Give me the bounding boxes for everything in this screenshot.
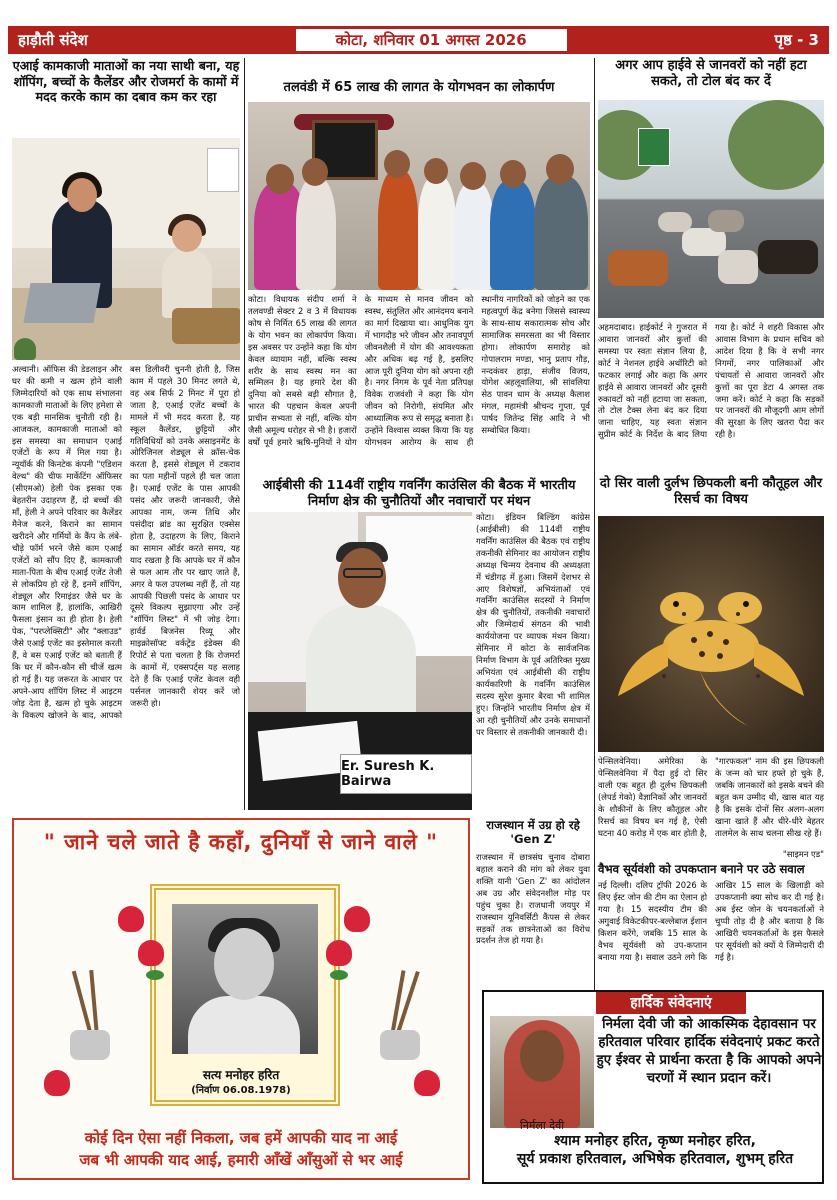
condolence-photo-caption: निर्मला देवी xyxy=(519,1119,565,1132)
ibc-story-photo xyxy=(248,512,472,810)
yoga-story-photo xyxy=(248,102,590,290)
gecko-story-body: पेन्सिलवेनिया। अमेरिका के पेन्सिलवेनिया में पैदा हुई दो सिर वाली एक बहुत ही दुर्लभ छिपकली (लेपर्ड गेको) वैज्ञानिकों और जानवरों के शौकीनों के लिए कौतूहल और रिसर्च का विषय बन गई है, ऐसी घटना 40 करोड़ में एक बार होती है, "गारफकल" नाम की इस छिपकली के जन्म को चार हफ्ते हो चुके हैं, जबकि जानकारों को इसके बचने की बहुत कम उम्मीद थी, खास बात यह है कि इसके दोनों सिर अलग-अलग खाना खाते हैं और धीरे-धीरे बेहतर तालमेल के साथ चलना सीख रहे हैं। xyxy=(598,756,824,838)
column-rule xyxy=(244,58,245,810)
tribute-footer xyxy=(14,1128,468,1172)
rose-icon xyxy=(344,906,370,932)
cricket-story-headline: वैभव सूर्यवंशी को उपकप्तान बनाने पर उठे सवाल xyxy=(598,862,805,876)
ai-story-body: अल्वानी। ऑफिस की डेडलाइन और घर की कमी न खत्म होने वाली जिम्मेदारियों को एक साथ संभालना कामकाजी माताओं के लिए हमेशा से एक बड़ी मानसिक चुनौती रही है। आजकल, कामकाजी माताओं को इस समस्या का समाधान एआई एजेंटों के रूप में मिल गया है। न्यूयॉर्क की किनटेक कंपनी "एडिशन वेल्थ" की चीफ मार्केटिंग ऑफिसर (सीएमओ) हेली पेक इसका एक बेहतरीन उदाहरण हैं, दो बच्चों की माँ, हेली ने अपने परिवार का कैलेंडर मैनेज करने, किराने का सामान खरीदने और गर्मियों के कैंप के लंबे-चौड़े फॉर्म भरने जैसे काम एआई एजेंटों को सौंप दिए हैं, कामकाजी माता-पिता के बीच एआई एजेंट तेजी से लोकप्रिय हो रहे हैं, इनमें शॉपिंग, शेड्यूल और रिमाइंडर जैसे घर के काम शामिल हैं, हालांकि, आखिरी फैसला इंसान का ही होता है। हेली पेक, "परप्लेक्सिटी" और "क्लाउड" जैसे एआई एजेंट का इस्तेमाल करती हैं, वे बस एआई एजेंट को बताती हैं कि घर में कौन-कौन सी चीजें खत्म हो गई हैं। यह जरूरत के आधार पर अपने-आप शॉपिंग लिस्ट में आइटम जोड़ देता है, खत्म हो चुके आइटम के विकल्प खोजने के बाद, आपको बस डिलीवरी चुननी होती है, जिस काम में पहले 30 मिनट लगते थे, वह अब सिर्फ 2 मिनट में पूरा हो जाता है, एआई एजेंट बच्चों के मामले में भी मदद करता है, यह स्कूल कैलेंडर, छुट्टियों और गतिविधियों को उनके असाइनमेंट के ओरिजिनल शेड्यूल से क्रॉस-चेक करता है, इससे शेड्यूल में टकराव का पता महीनों पहले ही चल जाता है। एआई एजेंट के पास आपकी पसंद और जरूरी जानकारी, जैसे आपका नाम, जन्म तिथि और पसंदीदा ब्रांड का सुरक्षित एक्सेस होता है, उदाहरण के लिए, किराने का सामान ऑर्डर करते समय, यह याद रखता है कि आपके घर में कौन से फल आम तौर पर खाए जाते हैं, अगर वे फल उपलब्ध नहीं हैं, तो यह आपकी पिछली पसंद के आधार पर दूसरे विकल्प सुझाएगा और उन्हें "शॉपिंग लिस्ट" में भी जोड़ देगा। हार्वर्ड बिजनेस रिव्यू और माइक्रोसॉफ्ट वर्कट्रेंड इंडेक्स की रिपोर्ट से पता चलता है कि रोजमर्रा के कामों में, एक्सपर्ट्स यह सलाह देते हैं कि एआई एजेंट केवल वही पर्सनल जानकारी शेयर करें जो जरूरी हो। xyxy=(12,364,240,720)
tribute-heading: " जाने चले जाते है कहाँ, दुनियाँ से जाने वाले " xyxy=(43,830,439,854)
page-number: पृष्ठ - 3 xyxy=(774,31,819,49)
cattle-story-body: अहमदाबाद। हाईकोर्ट ने गुजरात में आवारा जानवरों और कुत्तों की समस्या पर स्वतः संज्ञान लिया है, कोर्ट ने नेशनल हाईवे अथॉरिटी को फटकार लगाई और कहा कि अगर हाईवे से आवारा जानवरों और दूसरी रुकावटों को नहीं हटाया जा सकता, तो टोल टैक्स लेना बंद कर दिया जाना चाहिए, यह स्वतः संज्ञान सुप्रीम कोर्ट के निर्देश के बाद लिया गया है। कोर्ट ने शहरी विकास और आवास विभाग के प्रधान सचिव को आदेश दिया है कि वे सभी नगर निगमों, नगर पालिकाओं और पंचायतों से आवारा जानवरों और कुत्तों का पूरा डेटा 4 अगस्त तक जमा करें। कोर्ट ने कहा कि सड़कों पर जानवरों की मौजूदगी आम लोगों की सुरक्षा के लिए खतरा पैदा कर रही है। xyxy=(598,322,824,440)
gecko-photo-credit: "साइमन एड" xyxy=(782,849,824,859)
rajasthan-story-headline: राजस्थान में उग्र हो रहे 'Gen Z' xyxy=(486,818,580,847)
condolence-names-line: श्याम मनोहर हरित, कृष्ण मनोहर हरित, xyxy=(554,1133,756,1149)
condolence-message: निर्मला देवी जी को आकस्मिक देहावसान पर हरितवाल परिवार हार्दिक संवेदनाएं प्रकट करते हुए ईश्वर से प्रार्थना करता है कि आपको अपने चरणों में स्थान प्रदान करें। xyxy=(596,1017,822,1087)
rose-icon xyxy=(118,906,144,932)
yoga-story-body: कोटा। विधायक संदीप शर्मा ने तलवण्डी सेक्टर 2 व 3 में विधायक कोष से निर्मित 65 लाख की लागत के योग भवन का लोकार्पण किया। इस अवसर पर उन्होंने कहा कि योग केवल व्यायाम नहीं, बल्कि स्वस्थ शरीर के साथ स्वस्थ मन का सम्मिलन है। यह हमारे देश की दुनिया को सबसे बड़ी सौगात है, भारत की पहचान केवल अपनी प्राचीन सभ्यता से नहीं, बल्कि योग जैसी अमूल्य धरोहर से भी है। हजारों वर्षों पूर्व हमारे ऋषि-मुनियों ने योग के माध्यम से मानव जीवन को स्वस्थ, संतुलित और आनंदमय बनाने का मार्ग दिखाया था। आधुनिक युग में भागदौड़ भरे जीवन और तनावपूर्ण जीवनशैली में योग की आवश्यकता और अधिक बढ़ गई है, इसलिए आज पूरी दुनिया योग को अपना रही है। नगर निगम के पूर्व नेता प्रतिपक्ष विवेक राजवंशी ने कहा कि योग जीवन को निरोगी, संयमित और आध्यात्मिक रूप से समृद्ध बनाता है। उन्होंने विश्वास व्यक्त किया कि यह योगभवन आरोग्य के साथ ही स्थानीय नागरिकों को जोड़ने का एक महत्वपूर्ण केंद्र बनेगा जिससे स्वास्थ्य के साथ-साथ सकारात्मक सोच और सामाजिक समरसता का भी विस्तार होगा। लोकार्पण समारोह को गोपालराम मण्डा, भानु प्रताप गौड़, नन्दकंवर हाड़ा, संजीव विजय, योगेश अहलूवालिया, श्री सांवलिया सेठ पावन धाम के अध्यक्ष कैलाश मंगल, महामंत्री श्रीचन्द गुप्ता, पूर्व पार्षद जितेन्द्र सिंह आदि ने भी सम्बोधित किया। xyxy=(248,294,590,448)
ai-story-headline: एआई कामकाजी माताओं का नया साथी बना, यह शॉपिंग, बच्चों के कैलेंडर और रोजमर्रा के कामों में मदद करके काम का दबाव कम कर रहा xyxy=(12,58,240,105)
condolence-names-line: सूर्य प्रकाश हरितवाल, अभिषेक हरितवाल, शुभम् हरित xyxy=(516,1151,794,1167)
incense-holder-icon xyxy=(380,1030,420,1060)
nameplate: Er. Suresh K. Bairwa xyxy=(340,754,472,794)
column-rule xyxy=(594,58,595,990)
cattle-story-photo xyxy=(598,100,824,318)
condolence-box xyxy=(482,990,824,1184)
gecko-illustration xyxy=(598,516,824,752)
gecko-story-photo xyxy=(598,516,824,752)
incense-icon xyxy=(89,970,99,1034)
rose-icon xyxy=(138,940,164,966)
rose-icon xyxy=(326,940,352,966)
paper-name: हाड़ौती संदेश xyxy=(18,31,88,49)
ai-story-photo xyxy=(12,138,240,360)
tribute-footer-line: जब भी आपकी याद आई, हमारी आँखें आँसुओं से भर आई xyxy=(79,1150,403,1169)
ibc-story-headline: आईबीसी की 114वीं राष्ट्रीय गवर्निंग काउंसिल की बैठक में भारतीय निर्माण क्षेत्र की चुनौतियों और नवाचारों पर मंथन xyxy=(262,478,576,509)
cricket-story-body: नई दिल्ली। दलिप ट्रॉफी 2026 के लिए ईस्ट जोन की टीम का ऐलान हो गया है। 15 सदस्यीय टीम की अगुवाई विकेटकीपर-बल्लेबाज ईशान किशन करेंगे, जबकि 15 साल के वैभव सूर्यवंशी को उप-कप्तान बनाया गया है। सवाल उठने लगे कि आखिर 15 साल के खिलाड़ी को उपकप्तानी क्या सोच कर दी गई है। अब ईस्ट जोन के चयनकर्ताओं ने चुप्पी तोड़ दी है और बताया है कि आखिरी चयनकर्ताओं के इस फैसले पर सूर्यवंशी को क्यों ये जिम्मेदारी दी गई है। xyxy=(598,880,824,962)
tribute-box xyxy=(12,818,470,1180)
masthead xyxy=(8,26,829,54)
tribute-footer-line: कोई दिन ऐसा नहीं निकला, जब हमें आपकी याद ना आई xyxy=(84,1129,398,1147)
cattle-story-headline: अगर आप हाईवे से जानवरों को नहीं हटा सकते, तो टोल बंद कर दें xyxy=(615,58,807,90)
tribute-name: सत्य मनोहर हरित xyxy=(202,1068,280,1082)
condolence-title: हार्दिक संवेदनाएं xyxy=(596,992,746,1014)
incense-holder-icon xyxy=(70,1030,110,1060)
tribute-date: (निर्वाण 06.08.1978) xyxy=(191,1085,291,1096)
ibc-story-body: कोटा। इंडियन बिल्डिंग कांग्रेस (आईबीसी) की 114वीं राष्ट्रीय गवर्निंग काउंसिल की बैठक एवं राष्ट्रीय तकनीकी सेमिनार का आयोजन राष्ट्रीय अध्यक्ष चिन्मय देवनाथ की अध्यक्षता में चंडीगढ़ में हुआ। जिसमें देशभर से आए विशेषज्ञों, अभियंताओं एवं गवर्निंग काउंसिल सदस्यों ने निर्माण क्षेत्र की चुनौतियों, तकनीकी नवाचारों और जिम्मेदार्थ संगठन की भावी कार्ययोजना पर व्यापक मंथन किया। सेमिनार में कोटा के सार्वजनिक निर्माण विभाग के पूर्व अतिरिक्त मुख्य अभियंता एवं आईबीसी की राष्ट्रीय कार्यकारिणी के गवर्निंग काउंसिल सदस्य सुरेश कुमार बैरवा भी शामिल हुए। जिन्होंने भारतीय निर्माण क्षेत्र में आ रही चुनौतियों और उनके समाधानों पर विस्तार से तकनीकी जानकारी दी। xyxy=(476,512,590,737)
gecko-story-headline: दो सिर वाली दुर्लभ छिपकली बनी कौतूहल और रिसर्च का विषय xyxy=(599,476,823,508)
dateline: कोटा, शनिवार 01 अगस्त 2026 xyxy=(296,29,567,51)
yoga-story-headline: तलवंडी में 65 लाख की लागत के योगभवन का लोकार्पण xyxy=(283,80,555,95)
rajasthan-story-body: राजस्थान में छात्रसंघ चुनाव दोबारा बहाल कराने की मांग को लेकर युवा शक्ति यानी 'Gen Z' का आंदोलन अब उग्र और संवेदनशील मोड़ पर पहुंच चुका है। राजधानी जयपुर में राजस्थान यूनिवर्सिटी कैंपस से लेकर सड़कों तक छात्रनेताओं का विरोध प्रदर्शन तेज हो गया है। xyxy=(476,852,590,946)
